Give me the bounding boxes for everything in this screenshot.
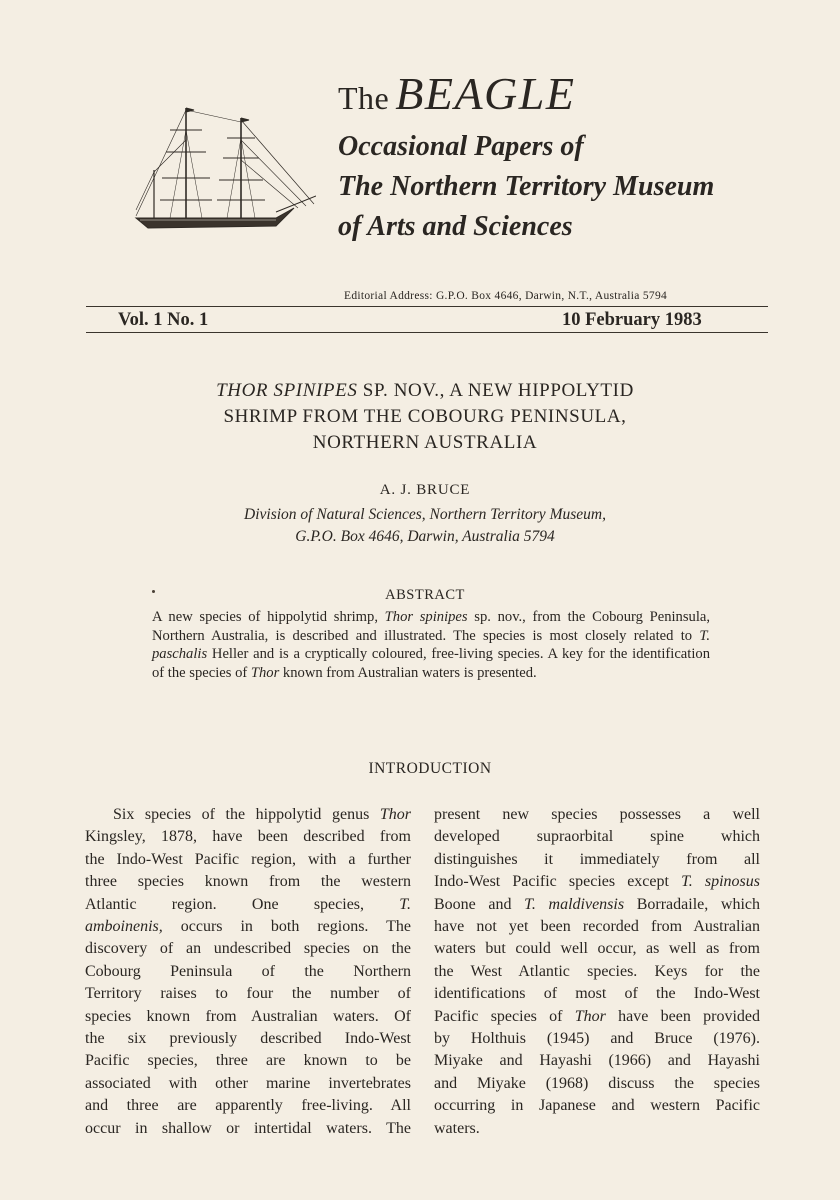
text-line: Territory raises to four the number of: [85, 985, 411, 1003]
text-line: occurring in Japanese and western Pacific: [434, 1097, 760, 1115]
text-line: discovery of an undescribed species on the: [85, 940, 411, 958]
abstract-body: [152, 608, 710, 682]
introduction-heading: INTRODUCTION: [368, 760, 492, 777]
text-line: the six previously described Indo-West: [85, 1030, 411, 1048]
text-line: Pacific species of Thor have been provided: [434, 1007, 761, 1025]
abstract-italic: Thor spinipes: [384, 609, 468, 625]
author-affiliation: [100, 504, 750, 548]
text-line: amboinenis, occurs in both regions. The: [85, 918, 411, 936]
text-line: three species known from the western: [85, 873, 411, 891]
journal-subtitle-line-2: The Northern Territory Museum: [338, 171, 715, 202]
divider-bottom: [86, 332, 768, 333]
text-line: Indo-West Pacific species except T. spinosus: [434, 873, 761, 891]
text-line: present new species possesses a well: [434, 806, 760, 823]
text-line: the West Atlantic species. Keys for the: [434, 962, 760, 980]
text-line: the Indo-West Pacific region, with a further: [85, 850, 411, 868]
text-line: Pacific species, three are known to be: [85, 1052, 411, 1070]
abstract-italic: T. paschalis: [152, 627, 710, 662]
abstract-text: A new species of hippolytid shrimp,: [152, 609, 385, 625]
article-title-line-1: [100, 378, 750, 404]
affiliation-line-2: G.P.O. Box 4646, Darwin, Australia 5794: [295, 528, 555, 545]
text-line: developed supraorbital spine which: [434, 828, 760, 846]
text-line: Miyake and Hayashi (1966) and Hayashi: [434, 1052, 760, 1070]
introduction-column-right: [434, 804, 760, 1140]
introduction-column-left: [85, 804, 411, 1140]
abstract-text: known from Australian waters is presented.: [279, 664, 537, 681]
text-line: species known from Australian waters. Of: [85, 1007, 411, 1025]
text-line: and three are apparently free-living. All: [85, 1097, 411, 1115]
journal-title: [338, 66, 818, 126]
article-title-line-2: SHRIMP FROM THE COBOURG PENINSULA,: [223, 406, 627, 427]
author-name: A. J. BRUCE: [379, 482, 471, 498]
text-line: Kingsley, 1878, have been described from: [85, 828, 411, 846]
journal-title-the: The: [338, 80, 390, 116]
text-line: distinguishes it immediately from all: [434, 850, 760, 868]
issue-date: 10 February 1983: [562, 310, 702, 330]
article-title: [100, 378, 750, 456]
divider-top: [86, 306, 768, 307]
journal-title-beagle: BEAGLE: [395, 68, 576, 119]
journal-subtitle-line-3: of Arts and Sciences: [338, 211, 573, 242]
volume-number: Vol. 1 No. 1: [118, 310, 209, 330]
abstract-italic: Thor: [250, 664, 280, 681]
abstract-text: sp. nov., from the Cobourg Peninsula, Northern Australia, is described and illustrated. The species is most closely related to: [152, 609, 710, 644]
article-title-species: THOR SPINIPES: [216, 380, 358, 401]
text-line: by Holthuis (1945) and Bruce (1976).: [434, 1030, 760, 1048]
text-line: associated with other marine invertebrates: [85, 1074, 411, 1092]
abstract-heading: ABSTRACT: [385, 587, 465, 603]
editorial-address: Editorial Address: G.P.O. Box 4646, Darwin, N.T., Australia 5794: [344, 290, 668, 302]
article-title-line-1-rest: SP. NOV., A NEW HIPPOLYTID: [357, 380, 634, 401]
text-line: Cobourg Peninsula of the Northern: [85, 962, 411, 980]
journal-subtitle-line-1: Occasional Papers of: [338, 131, 584, 162]
text-line: Six species of the hippolytid genus Thor: [113, 806, 411, 823]
affiliation-line-1: Division of Natural Sciences, Northern Territory Museum,: [244, 506, 606, 523]
text-line: waters.: [434, 1119, 480, 1137]
article-title-line-3: NORTHERN AUSTRALIA: [312, 432, 538, 453]
abstract-text: Heller and is a cryptically coloured, free-living species. A key for the identification of the species of: [152, 646, 710, 681]
text-line: occur in shallow or intertidal waters. The: [85, 1119, 411, 1137]
ship-logo-icon: [126, 100, 316, 240]
text-line: Atlantic region. One species, T.: [85, 895, 411, 913]
text-line: Boone and T. maldivensis Borradaile, which: [434, 895, 760, 913]
text-line: have not yet been recorded from Australian: [434, 918, 760, 936]
text-line: identifications of most of the Indo-West: [434, 985, 760, 1003]
masthead: [338, 66, 818, 246]
text-line: waters but could well occur, as well as from: [434, 940, 760, 958]
text-line: and Miyake (1968) discuss the species: [434, 1074, 760, 1092]
